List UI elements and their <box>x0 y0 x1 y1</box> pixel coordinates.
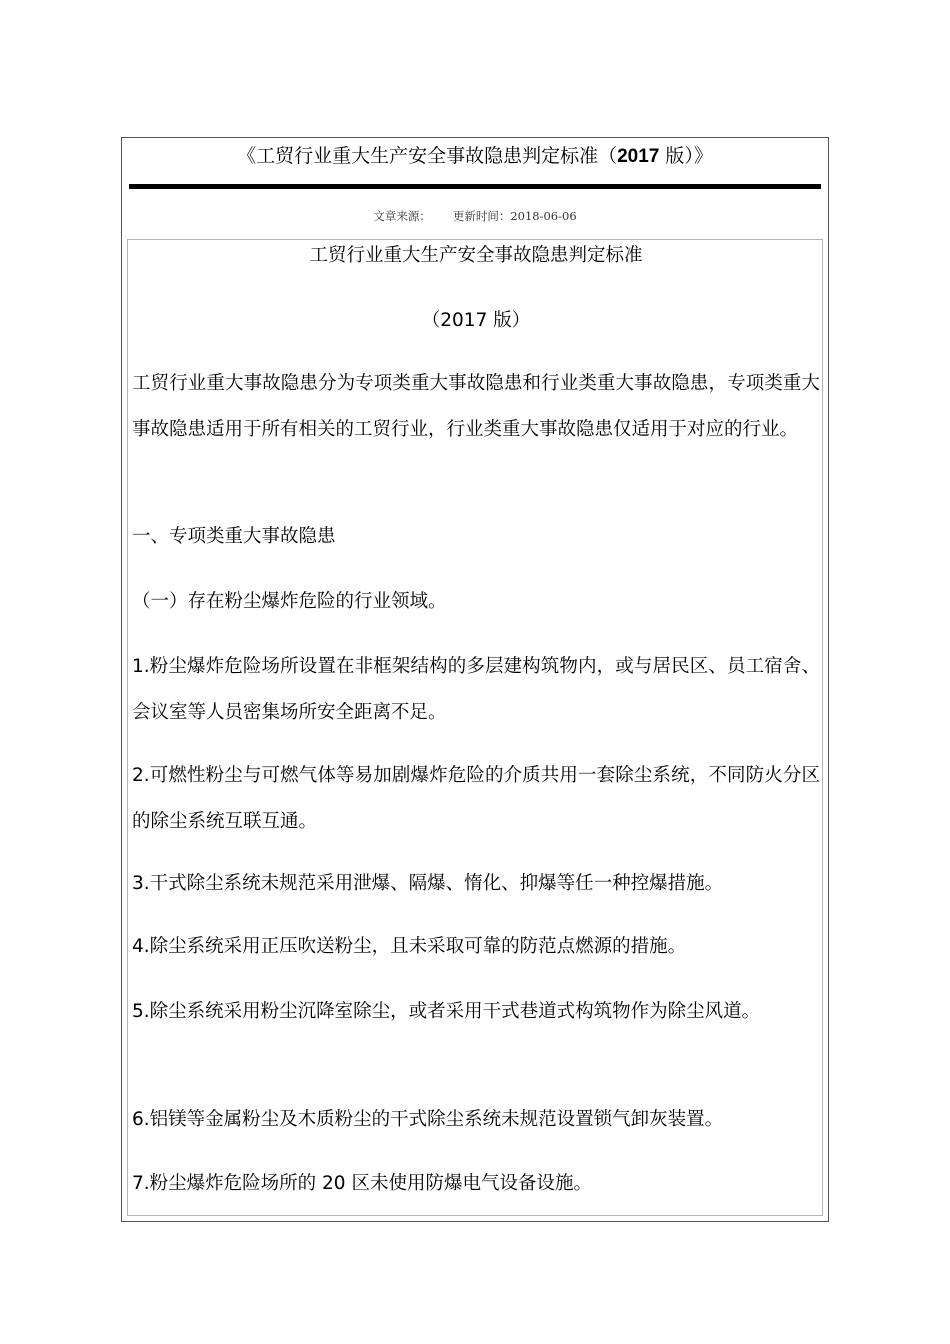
update-time: 更新时间：2018-06-06 <box>452 209 577 223</box>
intro-paragraph: 工贸行业重大事故隐患分为专项类重大事故隐患和行业类重大事故隐患，专项类重大事故隐患适用于所有相关的工贸行业，行业类重大事故隐患仅适用于对应的行业。 <box>132 373 820 440</box>
document-title <box>122 142 828 171</box>
article-frame <box>121 137 829 1222</box>
list-item: 2.可燃性粉尘与可燃气体等易加剧爆炸危险的介质共用一套除尘系统，不同防火分区的除尘系统互联互通。 <box>132 765 820 832</box>
list-item: 5.除尘系统采用粉尘沉降室除尘，或者采用干式巷道式构筑物作为除尘风道。 <box>132 1001 761 1022</box>
title-divider <box>129 184 821 189</box>
section-heading: 一、专项类重大事故隐患 <box>132 526 336 547</box>
source-label: 文章来源： <box>373 209 431 223</box>
subsection-heading: （一）存在粉尘爆炸危险的行业领域。 <box>132 591 447 612</box>
list-item: 4.除尘系统采用正压吹送粉尘，且未采取可靠的防范点燃源的措施。 <box>132 936 687 957</box>
article-heading: 工贸行业重大生产安全事故隐患判定标准 <box>309 245 643 266</box>
list-item: 1.粉尘爆炸危险场所设置在非框架结构的多层建构筑物内，或与居民区、员工宿舍、会议室等人员密集场所安全距离不足。 <box>132 656 820 723</box>
article-meta <box>122 208 828 224</box>
title-prefix: 《工贸行业重大生产安全事故隐患判定标准（ <box>237 145 618 167</box>
title-suffix: 版）》 <box>659 145 713 167</box>
article-body <box>127 239 823 1216</box>
title-year: 2017 <box>617 146 660 167</box>
list-item: 3.干式除尘系统未规范采用泄爆、隔爆、惰化、抑爆等任一种控爆措施。 <box>132 873 724 894</box>
list-item: 7.粉尘爆炸危险场所的 20 区未使用防爆电气设备设施。 <box>132 1173 592 1194</box>
article-edition: （2017 版） <box>421 310 531 331</box>
list-item: 6.铝镁等金属粉尘及木质粉尘的干式除尘系统未规范设置锁气卸灰装置。 <box>132 1109 724 1130</box>
